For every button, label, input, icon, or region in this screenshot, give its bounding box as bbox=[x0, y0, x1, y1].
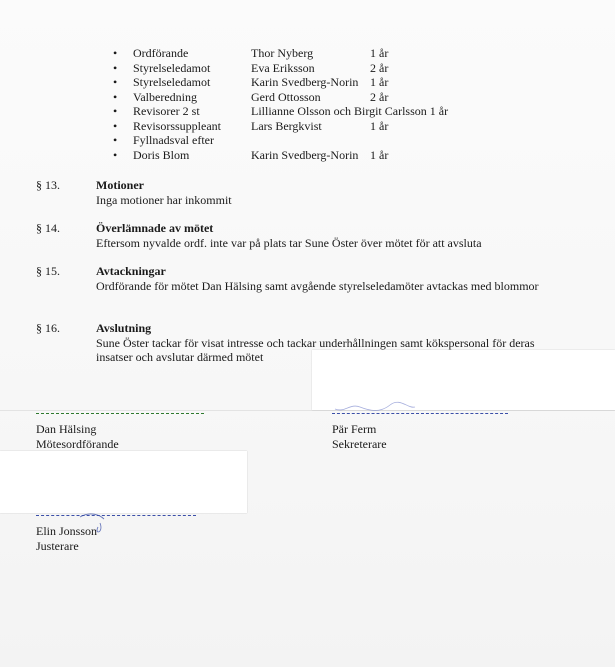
member-name: Karin Svedberg-Norin bbox=[251, 75, 359, 89]
member-name: Thor Nyberg bbox=[251, 46, 314, 60]
list-item bbox=[113, 61, 593, 76]
signature-line-right bbox=[332, 413, 508, 414]
section-text: Sune Öster tackar för visat intresse och tackar underhållningen samt kökspersonal för deras insatser och avslutar därmed mötet bbox=[96, 335, 535, 364]
member-name: Gerd Ottosson bbox=[251, 89, 321, 104]
member-role: Valberedning bbox=[133, 89, 197, 104]
bullet: • bbox=[113, 46, 118, 60]
member-term: 1 år bbox=[370, 46, 389, 60]
signature-block-right bbox=[332, 422, 387, 451]
member-name: Karin Svedberg-Norin bbox=[251, 147, 359, 162]
member-term: 1 år bbox=[370, 147, 389, 162]
section-heading: Överlämnade av mötet bbox=[96, 221, 214, 235]
member-role: Revisorssuppleant bbox=[133, 118, 221, 133]
list-item bbox=[113, 75, 593, 90]
signatory-name: Dan Hälsing bbox=[36, 422, 97, 436]
member-name: Eva Eriksson bbox=[251, 60, 315, 75]
bullet: • bbox=[113, 133, 118, 147]
section-text: Ordförande för mötet Dan Hälsing samt avgående styrelseledamöter avtackas med blommor bbox=[96, 278, 539, 293]
section-text: Inga motioner har inkommit bbox=[96, 192, 232, 207]
member-role: Revisorer 2 st bbox=[133, 104, 200, 118]
bullet: • bbox=[113, 147, 118, 162]
member-role: Doris Blom bbox=[133, 147, 190, 162]
signatory-name: Elin Jonsson bbox=[36, 524, 98, 538]
list-item bbox=[113, 133, 593, 148]
bullet: • bbox=[113, 75, 118, 89]
signature-line-bottom bbox=[36, 515, 196, 516]
bullet: • bbox=[113, 89, 118, 104]
signatory-title: Sekreterare bbox=[332, 436, 387, 451]
signatory-title: Mötesordförande bbox=[36, 436, 119, 451]
section-number: § 14. bbox=[36, 221, 60, 235]
signature-block-left bbox=[36, 422, 119, 451]
section-text: Eftersom nyvalde ordf. inte var på plats tar Sune Öster över mötet för att avsluta bbox=[96, 235, 482, 250]
section-heading: Avslutning bbox=[96, 321, 152, 335]
bullet: • bbox=[113, 60, 118, 75]
list-item bbox=[113, 90, 593, 105]
member-term: 2 år bbox=[370, 60, 389, 75]
member-role: Styrelseledamot bbox=[133, 60, 211, 75]
section-heading: Motioner bbox=[96, 178, 144, 192]
member-term: 2 år bbox=[370, 89, 389, 104]
member-role: Styrelseledamot bbox=[133, 75, 211, 89]
elected-members-list bbox=[113, 46, 593, 162]
bullet: • bbox=[113, 118, 118, 133]
bullet: • bbox=[113, 104, 118, 118]
member-name: Lillianne Olsson och Birgit Carlsson 1 år bbox=[251, 104, 449, 118]
member-name: Lars Bergkvist bbox=[251, 118, 322, 133]
list-item bbox=[113, 46, 593, 61]
signature-block-bottom bbox=[36, 524, 97, 553]
signatory-title: Justerare bbox=[36, 538, 79, 553]
member-role: Fyllnadsval efter bbox=[133, 133, 214, 147]
section-heading: Avtackningar bbox=[96, 264, 166, 278]
paper-fold bbox=[0, 410, 615, 411]
section-number: § 16. bbox=[36, 321, 60, 335]
signatory-name: Pär Ferm bbox=[332, 422, 377, 436]
member-term: 1 år bbox=[370, 118, 389, 133]
member-role: Ordförande bbox=[133, 46, 189, 60]
list-item bbox=[113, 148, 593, 163]
section-number: § 15. bbox=[36, 264, 60, 278]
list-item bbox=[113, 104, 593, 119]
section-number: § 13. bbox=[36, 178, 60, 192]
signature-line-left bbox=[36, 413, 204, 414]
signature-scribble bbox=[330, 395, 420, 415]
list-item bbox=[113, 119, 593, 134]
member-term: 1 år bbox=[370, 75, 389, 89]
redaction-patch bbox=[0, 451, 247, 513]
